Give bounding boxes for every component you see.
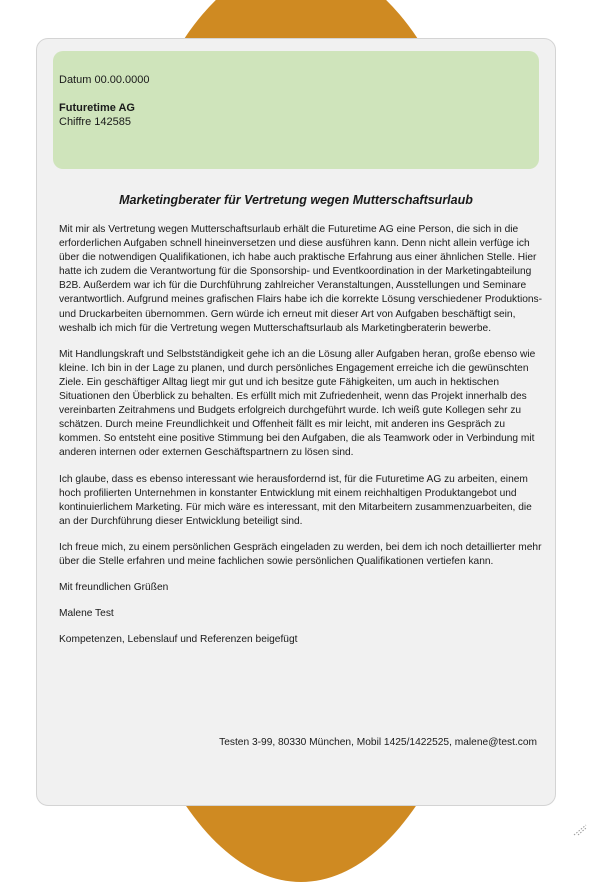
paragraph-3: Ich glaube, dass es ebenso interessant wie herausfordernd ist, für die Futuretime AG zu arbeiten, einem hoch profilierten Unternehmen in konstanter Entwicklung mit einem reichhaltigen Produktangebot und kontinuierlichem Marketing. Für mich wäre es interessant, mit den Mitarbeitern zusammenzuarbeiten, die an der Durchführung dieser Entwicklung beteiligt sind.	[59, 473, 532, 527]
recipient-header	[53, 51, 539, 169]
letter-date: Datum 00.00.0000	[59, 74, 150, 86]
paragraph-4: Ich freue mich, zu einem persönlichen Gespräch eingeladen zu werden, bei dem ich noch detaillierter mehr über die Stelle erfahren und meine fachlichen sowie persönlichen Qualifikationen vertiefen kann.	[59, 541, 542, 567]
paragraph-1: Mit mir als Vertretung wegen Mutterschaftsurlaub erhält die Futuretime AG eine Person, die sich in die erforderlichen Aufgaben schnell hineinversetzen und diese ausführen kann. Denn nicht allein verfüge ich über die notwendigen Qualifikationen, ich habe auch praktische Erfahrung aus einer ähnlichen Stelle. Hier hatte ich zudem die Verantwortung für die Sponsorship- und Eventkoordination in der Marketingabteilung B2B. Außerdem war ich für die Durchführung zahlreicher Veranstaltungen, Ausstellungen und Seminare verantwortlich. Aufgrund meines grafischen Flairs habe ich die korrekte Lösung verschiedener Produktions- und Druckarbeiten übernommen. Gern würde ich erneut mit dieser Art von Aufgaben beschäftigt sein, weshalb ich mich für die Vertretung wegen Mutterschaftsurlaub als Marketingberaterin bewerbe.	[59, 224, 543, 334]
reference-number: Chiffre 142585	[59, 116, 131, 128]
page-corner-icon	[573, 824, 587, 836]
letter-title: Marketingberater für Vertretung wegen Mutterschaftsurlaub	[119, 193, 473, 207]
attachments-note: Kompetenzen, Lebenslauf und Referenzen beigefügt	[59, 634, 298, 646]
recipient-company: Futuretime AG	[59, 102, 135, 114]
contact-line: Testen 3-99, 80330 München, Mobil 1425/1422525, malene@test.com	[219, 737, 537, 748]
letter-card	[36, 38, 556, 806]
letter-body	[59, 223, 543, 659]
sender-name: Malene Test	[59, 608, 114, 620]
closing-greeting: Mit freundlichen Grüßen	[59, 582, 169, 594]
paragraph-2: Mit Handlungskraft und Selbstständigkeit gehe ich an die Lösung aller Aufgaben heran, große ebenso wie kleine. Ich bin in der Lage zu planen, und durch persönliches Engagement erreiche ich die gewünschten Ziele. Ein geschäftiger Alltag liegt mir gut und ich besitze gute Fähigkeiten, um auch in hektischen Situationen den Überblick zu behalten. Es erfüllt mich mit Zufriedenheit, wenn das Projekt innerhalb des vereinbarten Zeitrahmens und Budgets erfolgreich durchgeführt wurde. Ich weiß gute Kollegen sehr zu schätzen. Durch meine Freundlichkeit und Offenheit fällt es mir leicht, mit anderen ins Gespräch zu kommen. So entsteht eine positive Stimmung bei den Aufgaben, die als Teamwork oder in Verbindung mit anderen internen oder externen Geschäftspartnern zu lösen sind.	[59, 348, 536, 459]
